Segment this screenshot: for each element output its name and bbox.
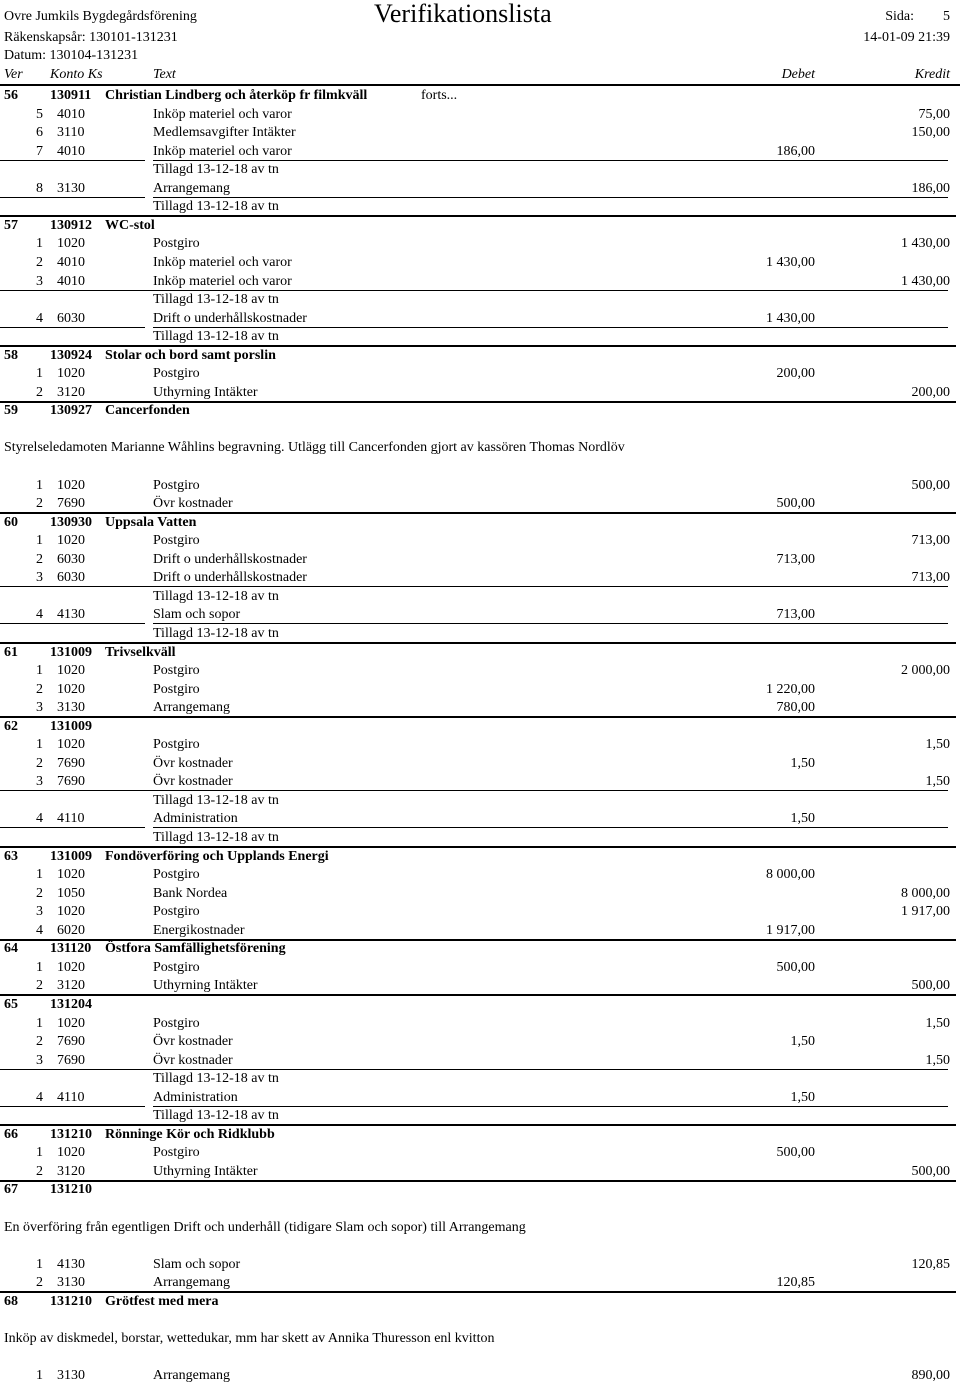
voucher-header-row — [0, 402, 960, 420]
voucher-number: 59 — [4, 403, 18, 419]
voucher-comment-row — [0, 439, 960, 457]
debit-amount: 500,00 — [776, 1145, 815, 1161]
transaction-row — [0, 1163, 960, 1181]
account-text: Övr kostnader — [153, 774, 233, 790]
line-number: 2 — [36, 1034, 43, 1050]
voucher-date: 130911 — [50, 88, 92, 103]
voucher-title: Grötfest med mera — [105, 1293, 219, 1309]
credit-amount: 1 430,00 — [901, 273, 950, 289]
transaction-row — [0, 1367, 960, 1385]
added-note: Tillagd 13-12-18 av tn — [153, 199, 279, 215]
voucher-title: Christian Lindberg och återköp fr filmkväll — [105, 88, 368, 103]
transaction-row — [0, 885, 960, 903]
account-text: Slam och sopor — [153, 607, 241, 623]
voucher-header-row — [0, 347, 960, 365]
account-number: 6020 — [57, 922, 85, 938]
transaction-row — [0, 662, 960, 680]
transaction-row — [0, 124, 960, 142]
voucher-number: 65 — [4, 996, 18, 1012]
transaction-row — [0, 495, 960, 513]
voucher-title: Rönninge Kör och Ridklubb — [105, 1126, 275, 1142]
voucher-comment: Styrelseledamoten Marianne Wåhlins begravning. Utlägg till Cancerfonden gjort av kassören Thomas Nordlöv — [4, 440, 625, 456]
line-number: 3 — [36, 570, 43, 586]
voucher-number: 62 — [4, 718, 18, 734]
transaction-row — [0, 810, 960, 828]
voucher-number: 66 — [4, 1126, 18, 1142]
account-number: 4010 — [57, 143, 85, 159]
credit-amount: 713,00 — [911, 533, 950, 549]
account-text: Postgiro — [153, 533, 200, 549]
account-text: Postgiro — [153, 904, 200, 920]
voucher-comment: En överföring från egentligen Drift och underhåll (tidigare Slam och sopor) till Arrangemang — [4, 1219, 526, 1235]
account-number: 1020 — [57, 236, 85, 252]
added-note-row — [0, 588, 960, 606]
account-number: 4110 — [57, 1089, 85, 1105]
debit-amount: 186,00 — [776, 143, 815, 159]
line-number: 2 — [36, 885, 43, 901]
account-number: 7690 — [57, 755, 85, 771]
account-text: Inköp materiel och varor — [153, 106, 292, 122]
account-number: 1020 — [57, 663, 85, 679]
voucher-date: 130927 — [50, 403, 92, 419]
debit-amount: 1,50 — [790, 1089, 815, 1105]
added-note: Tillagd 13-12-18 av tn — [153, 1071, 279, 1087]
account-text: Administration — [153, 811, 238, 827]
account-text: Drift o underhållskostnader — [153, 551, 307, 567]
account-number: 3130 — [57, 700, 85, 716]
account-number: 1020 — [57, 904, 85, 920]
voucher-date: 131204 — [50, 996, 92, 1012]
account-number: 7690 — [57, 1034, 85, 1050]
account-number: 4130 — [57, 607, 85, 623]
added-note: Tillagd 13-12-18 av tn — [153, 830, 279, 845]
transaction-row — [0, 569, 960, 587]
credit-amount: 713,00 — [911, 570, 950, 586]
debit-amount: 200,00 — [776, 366, 815, 382]
voucher-header-row — [0, 848, 960, 866]
transaction-row — [0, 699, 960, 717]
account-number: 4010 — [57, 106, 85, 122]
added-note: Tillagd 13-12-18 av tn — [153, 292, 279, 308]
transaction-row — [0, 1052, 960, 1070]
line-number: 3 — [36, 1052, 43, 1068]
transaction-row — [0, 477, 960, 495]
account-text: Arrangemang — [153, 1367, 230, 1383]
added-note-row — [0, 1107, 960, 1125]
voucher-header-row — [0, 1293, 960, 1311]
added-note: Tillagd 13-12-18 av tn — [153, 588, 279, 604]
account-number: 3130 — [57, 180, 85, 196]
credit-amount: 75,00 — [918, 106, 950, 122]
credit-amount: 500,00 — [911, 978, 950, 994]
account-number: 3120 — [57, 978, 85, 994]
voucher-date: 131009 — [50, 718, 92, 734]
column-header-debet: Debet — [781, 67, 815, 82]
debit-amount: 1,50 — [790, 811, 815, 827]
voucher-title: Trivselkväll — [105, 644, 176, 660]
line-number: 2 — [36, 496, 43, 512]
blank-row — [0, 1311, 960, 1329]
voucher-title: WC-stol — [105, 217, 155, 233]
line-number: 4 — [36, 310, 43, 326]
account-text: Postgiro — [153, 681, 200, 697]
column-header-ver: Ver — [4, 67, 23, 82]
debit-amount: 1,50 — [790, 755, 815, 771]
account-number: 4010 — [57, 254, 85, 270]
transaction-row — [0, 736, 960, 754]
voucher-comment: Inköp av diskmedel, borstar, wettedukar, mm har skett av Annika Thuresson enl kvitton — [4, 1330, 495, 1346]
debit-amount: 1 220,00 — [766, 681, 815, 697]
credit-amount: 1,50 — [925, 1052, 950, 1068]
account-text: Bank Nordea — [153, 885, 228, 901]
debit-amount: 500,00 — [776, 959, 815, 975]
transaction-row — [0, 254, 960, 272]
voucher-date: 130912 — [50, 217, 92, 233]
line-number: 1 — [36, 236, 43, 252]
account-number: 3120 — [57, 1163, 85, 1179]
account-number: 3130 — [57, 1275, 85, 1291]
debit-amount: 1 430,00 — [766, 254, 815, 270]
added-note-row — [0, 198, 960, 216]
account-text: Medlemsavgifter Intäkter — [153, 125, 296, 141]
line-number: 6 — [36, 125, 43, 141]
added-note-row — [0, 1070, 960, 1088]
account-text: Energikostnader — [153, 922, 245, 938]
credit-amount: 500,00 — [911, 1163, 950, 1179]
account-text: Postgiro — [153, 477, 200, 493]
line-number: 2 — [36, 254, 43, 270]
voucher-date: 131210 — [50, 1182, 92, 1198]
header-rule — [0, 84, 960, 86]
voucher-date: 131210 — [50, 1126, 92, 1142]
line-number: 2 — [36, 1163, 43, 1179]
credit-amount: 1,50 — [925, 1015, 950, 1031]
line-number: 1 — [36, 477, 43, 493]
account-text: Postgiro — [153, 1145, 200, 1161]
account-text: Postgiro — [153, 737, 200, 753]
account-text: Slam och sopor — [153, 1256, 241, 1272]
account-number: 6030 — [57, 310, 85, 326]
line-number: 4 — [36, 607, 43, 623]
account-text: Övr kostnader — [153, 1052, 233, 1068]
debit-amount: 120,85 — [776, 1275, 815, 1291]
voucher-date: 131120 — [50, 941, 92, 957]
date-range: Datum: 130104-131231 — [4, 48, 139, 63]
voucher-date: 131210 — [50, 1293, 92, 1309]
added-note: Tillagd 13-12-18 av tn — [153, 625, 279, 641]
voucher-number: 64 — [4, 941, 18, 957]
line-number: 1 — [36, 1015, 43, 1031]
column-header-kredit: Kredit — [914, 67, 950, 82]
column-header-konto: Konto Ks — [50, 67, 103, 82]
transaction-row — [0, 551, 960, 569]
line-number: 3 — [36, 904, 43, 920]
credit-amount: 186,00 — [911, 180, 950, 196]
transaction-row — [0, 310, 960, 328]
transaction-row — [0, 143, 960, 161]
transaction-row — [0, 1256, 960, 1274]
debit-amount: 1 917,00 — [766, 922, 815, 938]
debit-amount: 780,00 — [776, 700, 815, 716]
transaction-row — [0, 922, 960, 940]
transaction-row — [0, 180, 960, 198]
added-note-row — [0, 625, 960, 643]
transaction-row — [0, 866, 960, 884]
debit-amount: 1,50 — [790, 1034, 815, 1050]
blank-row — [0, 421, 960, 439]
credit-amount: 8 000,00 — [901, 885, 950, 901]
account-text: Drift o underhållskostnader — [153, 570, 307, 586]
voucher-date: 131009 — [50, 644, 92, 660]
debit-amount: 713,00 — [776, 551, 815, 567]
transaction-row — [0, 755, 960, 773]
line-number: 2 — [36, 551, 43, 567]
line-number: 1 — [36, 366, 43, 382]
page-number: 5 — [943, 9, 950, 24]
voucher-number: 58 — [4, 347, 18, 363]
line-number: 2 — [36, 755, 43, 771]
credit-amount: 890,00 — [911, 1367, 950, 1383]
account-text: Postgiro — [153, 959, 200, 975]
voucher-header-row — [0, 217, 960, 235]
line-number: 1 — [36, 959, 43, 975]
fiscal-year: Räkenskapsår: 130101-131231 — [4, 30, 178, 45]
account-text: Administration — [153, 1089, 238, 1105]
voucher-number: 63 — [4, 848, 18, 864]
line-number: 4 — [36, 922, 43, 938]
account-number: 1020 — [57, 477, 85, 493]
account-text: Postgiro — [153, 236, 200, 252]
voucher-date: 131009 — [50, 848, 92, 864]
added-note-row — [0, 161, 960, 179]
transaction-row — [0, 273, 960, 291]
voucher-header-row — [0, 1126, 960, 1144]
voucher-number: 67 — [4, 1182, 18, 1198]
account-text: Drift o underhållskostnader — [153, 310, 307, 326]
account-number: 3110 — [57, 125, 85, 141]
account-text: Inköp materiel och varor — [153, 273, 292, 289]
account-text: Postgiro — [153, 663, 200, 679]
added-note: Tillagd 13-12-18 av tn — [153, 1108, 279, 1124]
account-number: 1020 — [57, 867, 85, 883]
transaction-row — [0, 903, 960, 921]
account-text: Inköp materiel och varor — [153, 143, 292, 159]
line-number: 2 — [36, 681, 43, 697]
line-number: 3 — [36, 774, 43, 790]
account-text: Övr kostnader — [153, 1034, 233, 1050]
added-note: Tillagd 13-12-18 av tn — [153, 329, 279, 345]
account-text: Övr kostnader — [153, 496, 233, 512]
account-number: 7690 — [57, 774, 85, 790]
debit-amount: 1 430,00 — [766, 310, 815, 326]
account-text: Arrangemang — [153, 700, 230, 716]
line-number: 2 — [36, 1275, 43, 1291]
transaction-row — [0, 1089, 960, 1107]
organization-name: Ovre Jumkils Bygdegårdsförening — [4, 9, 197, 24]
account-text: Övr kostnader — [153, 755, 233, 771]
account-text: Arrangemang — [153, 180, 230, 196]
blank-row — [0, 1348, 960, 1366]
line-number: 3 — [36, 273, 43, 289]
voucher-number: 61 — [4, 644, 18, 660]
voucher-header-row — [0, 940, 960, 958]
voucher-comment-row — [0, 1330, 960, 1348]
voucher-title: Fondöverföring och Upplands Energi — [105, 848, 329, 864]
credit-amount: 150,00 — [911, 125, 950, 141]
continued-marker: forts... — [421, 88, 458, 103]
blank-row — [0, 458, 960, 476]
account-number: 3120 — [57, 384, 85, 400]
added-note: Tillagd 13-12-18 av tn — [153, 792, 279, 808]
page-label: Sida: — [885, 9, 914, 24]
credit-amount: 200,00 — [911, 384, 950, 400]
line-number: 1 — [36, 533, 43, 549]
account-text: Arrangemang — [153, 1275, 230, 1291]
added-note-row — [0, 829, 960, 847]
voucher-number: 60 — [4, 514, 18, 530]
blank-row — [0, 1200, 960, 1218]
account-number: 1020 — [57, 737, 85, 753]
account-text: Postgiro — [153, 366, 200, 382]
voucher-header-row — [0, 996, 960, 1014]
voucher-title: Cancerfonden — [105, 403, 190, 419]
line-number: 3 — [36, 700, 43, 716]
voucher-title: Östfora Samfällighetsförening — [105, 941, 286, 957]
account-number: 3130 — [57, 1367, 85, 1383]
credit-amount: 500,00 — [911, 477, 950, 493]
voucher-header-row — [0, 87, 960, 105]
voucher-header-row — [0, 514, 960, 532]
account-number: 6030 — [57, 551, 85, 567]
account-number: 1020 — [57, 681, 85, 697]
transaction-row — [0, 532, 960, 550]
transaction-row — [0, 365, 960, 383]
line-number: 1 — [36, 737, 43, 753]
debit-amount: 500,00 — [776, 496, 815, 512]
voucher-title: Stolar och bord samt porslin — [105, 347, 276, 363]
account-number: 1020 — [57, 366, 85, 382]
line-number: 4 — [36, 1089, 43, 1105]
column-header-text: Text — [153, 67, 176, 82]
debit-amount: 8 000,00 — [766, 867, 815, 883]
line-number: 2 — [36, 978, 43, 994]
account-number: 4110 — [57, 811, 85, 827]
account-text: Uthyrning Intäkter — [153, 384, 258, 400]
voucher-number: 68 — [4, 1293, 18, 1309]
line-number: 1 — [36, 1367, 43, 1383]
added-note-row — [0, 792, 960, 810]
line-number: 8 — [36, 180, 43, 196]
account-number: 1050 — [57, 885, 85, 901]
credit-amount: 1,50 — [925, 774, 950, 790]
transaction-row — [0, 1144, 960, 1162]
credit-amount: 1,50 — [925, 737, 950, 753]
voucher-date: 130924 — [50, 347, 92, 363]
voucher-title: Uppsala Vatten — [105, 514, 197, 530]
account-number: 7690 — [57, 1052, 85, 1068]
added-note-row — [0, 328, 960, 346]
print-timestamp: 14-01-09 21:39 — [863, 30, 950, 45]
debit-amount: 713,00 — [776, 607, 815, 623]
account-text: Postgiro — [153, 867, 200, 883]
transaction-row — [0, 773, 960, 791]
added-note-row — [0, 291, 960, 309]
line-number: 1 — [36, 867, 43, 883]
transaction-row — [0, 959, 960, 977]
transaction-row — [0, 681, 960, 699]
voucher-header-row — [0, 644, 960, 662]
voucher-header-row — [0, 1181, 960, 1199]
transaction-row — [0, 606, 960, 624]
account-text: Uthyrning Intäkter — [153, 978, 258, 994]
line-number: 5 — [36, 106, 43, 122]
voucher-number: 56 — [4, 88, 18, 103]
transaction-row — [0, 106, 960, 124]
credit-amount: 1 917,00 — [901, 904, 950, 920]
account-number: 1020 — [57, 1015, 85, 1031]
line-number: 1 — [36, 1145, 43, 1161]
voucher-comment-row — [0, 1219, 960, 1237]
transaction-row — [0, 977, 960, 995]
transaction-row — [0, 1015, 960, 1033]
credit-amount: 2 000,00 — [901, 663, 950, 679]
line-number: 7 — [36, 143, 43, 159]
credit-amount: 120,85 — [911, 1256, 950, 1272]
account-number: 6030 — [57, 570, 85, 586]
blank-row — [0, 1237, 960, 1255]
account-number: 1020 — [57, 1145, 85, 1161]
credit-amount: 1 430,00 — [901, 236, 950, 252]
account-number: 7690 — [57, 496, 85, 512]
transaction-row — [0, 235, 960, 253]
voucher-number: 57 — [4, 217, 18, 233]
account-number: 4010 — [57, 273, 85, 289]
account-text: Inköp materiel och varor — [153, 254, 292, 270]
line-number: 1 — [36, 663, 43, 679]
account-text: Uthyrning Intäkter — [153, 1163, 258, 1179]
document-title: Verifikationslista — [374, 0, 552, 28]
account-number: 1020 — [57, 533, 85, 549]
line-number: 4 — [36, 811, 43, 827]
added-note: Tillagd 13-12-18 av tn — [153, 162, 279, 178]
transaction-row — [0, 1274, 960, 1292]
transaction-row — [0, 1033, 960, 1051]
line-number: 1 — [36, 1256, 43, 1272]
voucher-date: 130930 — [50, 514, 92, 530]
account-number: 4130 — [57, 1256, 85, 1272]
account-number: 1020 — [57, 959, 85, 975]
voucher-header-row — [0, 718, 960, 736]
transaction-row — [0, 384, 960, 402]
line-number: 2 — [36, 384, 43, 400]
account-text: Postgiro — [153, 1015, 200, 1031]
